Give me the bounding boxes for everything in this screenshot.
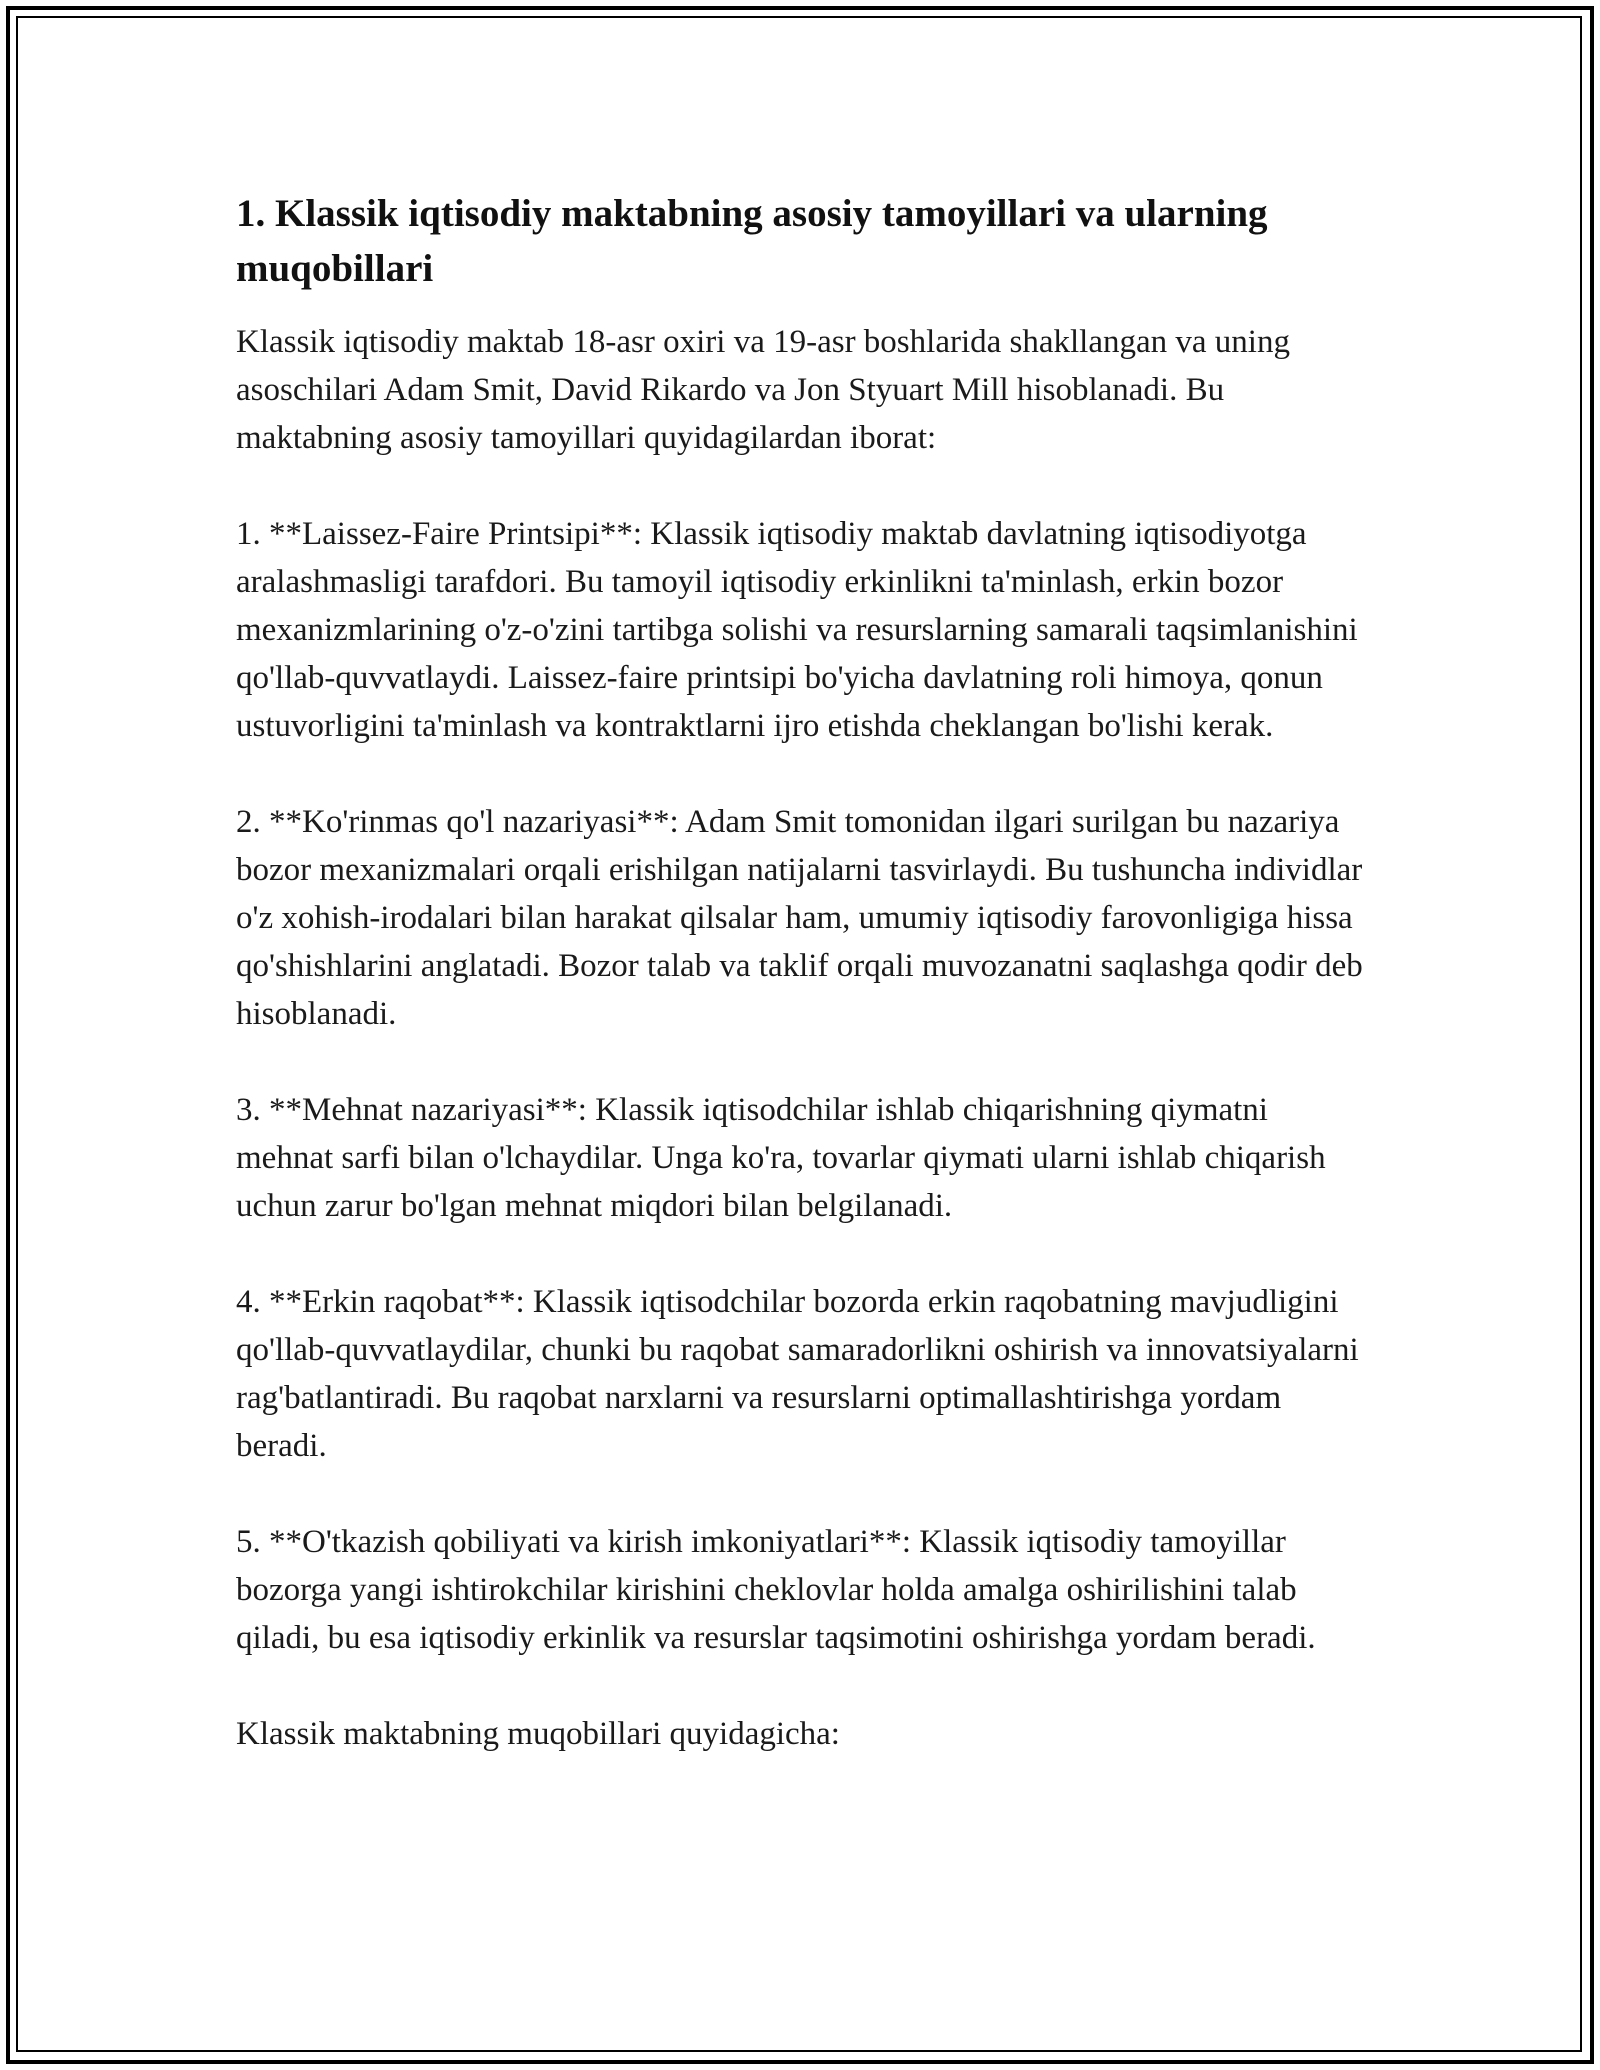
principle-laissez-faire-paragraph: 1. **Laissez-Faire Printsipi**: Klassik iqtisodiy maktab davlatning iqtisodiyotga aralashmasligi tarafdori. Bu tamoyil iqtisodiy erkinlikni ta'minlash, erkin bozor mexanizmlarining o'z-o'zini tartibga solishi va resurslarning samarali taqsimlanishini qo'llab-quvvatlaydi. Laissez-faire printsipi bo'yicha davlatning roli himoya, qonun ustuvorligini ta'minlash va kontraktlarni ijro etishda cheklangan bo'lishi kerak. [236, 516, 1358, 744]
document-body [236, 186, 1366, 1806]
principle-free-competition-paragraph: 4. **Erkin raqobat**: Klassik iqtisodchilar bozorda erkin raqobatning mavjudligini qo'llab-quvvatlaydilar, chunki bu raqobat samaradorlikni oshirish va innovatsiyalarni rag'batlantiradi. Bu raqobat narxlarni va resurslarni optimallashtirishga yordam beradi. [236, 1284, 1359, 1464]
principle-labor-theory-paragraph: 3. **Mehnat nazariyasi**: Klassik iqtisodchilar ishlab chiqarishning qiymatni mehnat sarfi bilan o'lchaydilar. Unga ko'ra, tovarlar qiymati ularni ishlab chiqarish uchun zarur bo'lgan mehnat miqdori bilan belgilanadi. [236, 1092, 1326, 1224]
principle-market-entry-paragraph: 5. **O'tkazish qobiliyati va kirish imkoniyatlari**: Klassik iqtisodiy tamoyillar bozorga yangi ishtirokchilar kirishini cheklovlar holda amalga oshirilishini talab qiladi, bu esa iqtisodiy erkinlik va resurslar taqsimotini oshirishga yordam beradi. [236, 1524, 1316, 1656]
intro-paragraph: Klassik iqtisodiy maktab 18-asr oxiri va 19-asr boshlarida shakllangan va uning asoschilari Adam Smit, David Rikardo va Jon Styuart Mill hisoblanadi. Bu maktabning asosiy tamoyillari quyidagilardan iborat: [236, 324, 1290, 456]
alternatives-intro-paragraph: Klassik maktabning muqobillari quyidagicha: [236, 1716, 840, 1752]
principle-invisible-hand-paragraph: 2. **Ko'rinmas qo'l nazariyasi**: Adam Smit tomonidan ilgari surilgan bu nazariya bozor mexanizmalari orqali erishilgan natijalarni tasvirlaydi. Bu tushuncha individlar o'z xohish-irodalari bilan harakat qilsalar ham, umumiy iqtisodiy farovonligiga hissa qo'shishlarini anglatadi. Bozor talab va taklif orqali muvozanatni saqlashga qodir deb hisoblanadi. [236, 804, 1363, 1032]
section-heading: 1. Klassik iqtisodiy maktabning asosiy tamoyillari va ularning muqobillari [236, 192, 1268, 290]
